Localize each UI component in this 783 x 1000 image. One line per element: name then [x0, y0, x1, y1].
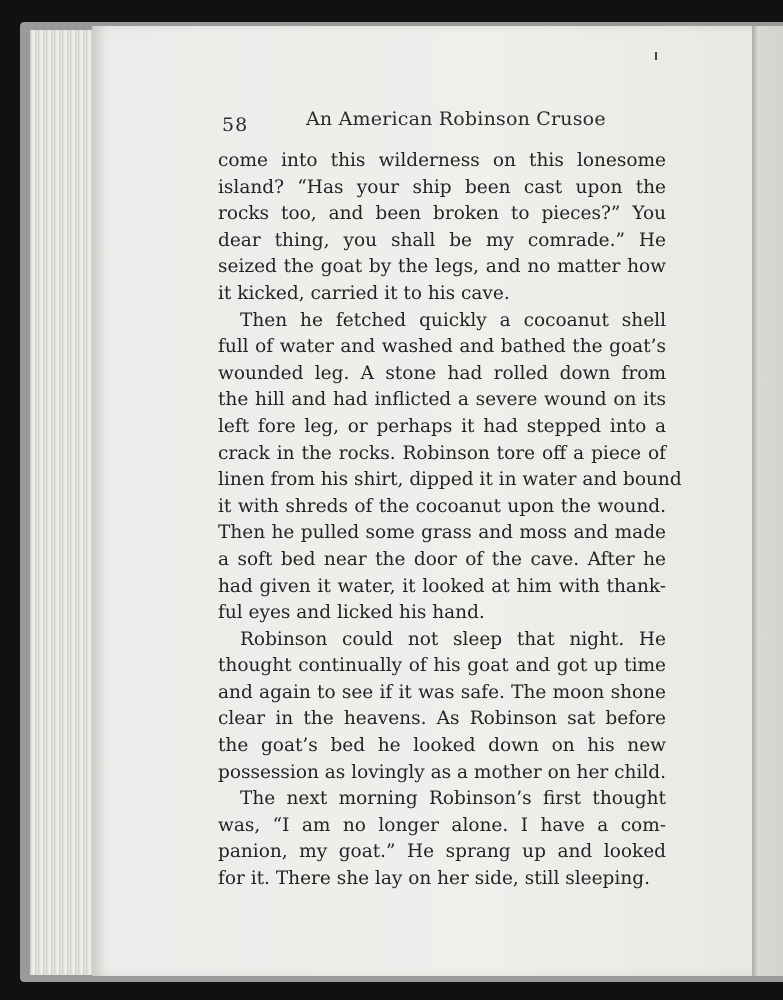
text-line: ful eyes and licked his hand. — [218, 602, 485, 624]
text-line: Then he fetched quickly a cocoanut shell — [240, 309, 666, 331]
text-line: thought continually of his goat and got up time — [218, 655, 666, 677]
text-line: it kicked, carried it to his cave. — [218, 282, 510, 304]
text-line: it with shreds of the cocoanut upon the wound. — [218, 495, 666, 517]
text-line: island? “Has your ship been cast upon the — [218, 176, 666, 198]
page-header — [0, 108, 783, 138]
text-line: clear in the heavens. As Robinson sat before — [218, 708, 666, 730]
text-line: seized the goat by the legs, and no matter how — [218, 256, 666, 278]
running-title: An American Robinson Crusoe — [306, 108, 606, 130]
text-line: a soft bed near the door of the cave. After he — [218, 548, 666, 570]
text-line: crack in the rocks. Robinson tore off a piece of — [218, 442, 666, 464]
text-line: come into this wilderness on this lonesome — [218, 150, 666, 171]
text-line: rocks too, and been broken to pieces?” You — [218, 203, 666, 225]
text-line: full of water and washed and bathed the goat’s — [218, 336, 666, 358]
page-mark — [655, 52, 657, 60]
text-line: The next morning Robinson’s first thought — [240, 788, 666, 810]
text-line: dear thing, you shall be my comrade.” He — [218, 229, 666, 251]
facing-page-edge — [752, 26, 783, 976]
text-line: Robinson could not sleep that night. He — [240, 628, 666, 650]
text-line: linen from his shirt, dipped it in water and bound — [218, 469, 682, 491]
text-line: the hill and had inflicted a severe wound on its — [218, 389, 666, 411]
text-line: Then he pulled some grass and moss and made — [218, 522, 666, 544]
text-line: and again to see if it was safe. The moon shone — [218, 681, 666, 703]
text-line: panion, my goat.” He sprang up and looked — [218, 841, 666, 863]
text-line: for it. There she lay on her side, still sleeping. — [218, 868, 650, 890]
body-text — [218, 148, 682, 893]
text-line: wounded leg. A stone had rolled down from — [218, 362, 666, 384]
text-line: left fore leg, or perhaps it had stepped into a — [218, 415, 666, 437]
page-number: 58 — [222, 114, 249, 136]
page-edges — [30, 30, 101, 975]
text-line: the goat’s bed he looked down on his new — [218, 735, 666, 757]
text-line: had given it water, it looked at him with thank- — [218, 575, 666, 597]
text-line: possession as lovingly as a mother on her child. — [218, 761, 666, 783]
text-line: was, “I am no longer alone. I have a com- — [218, 814, 666, 836]
